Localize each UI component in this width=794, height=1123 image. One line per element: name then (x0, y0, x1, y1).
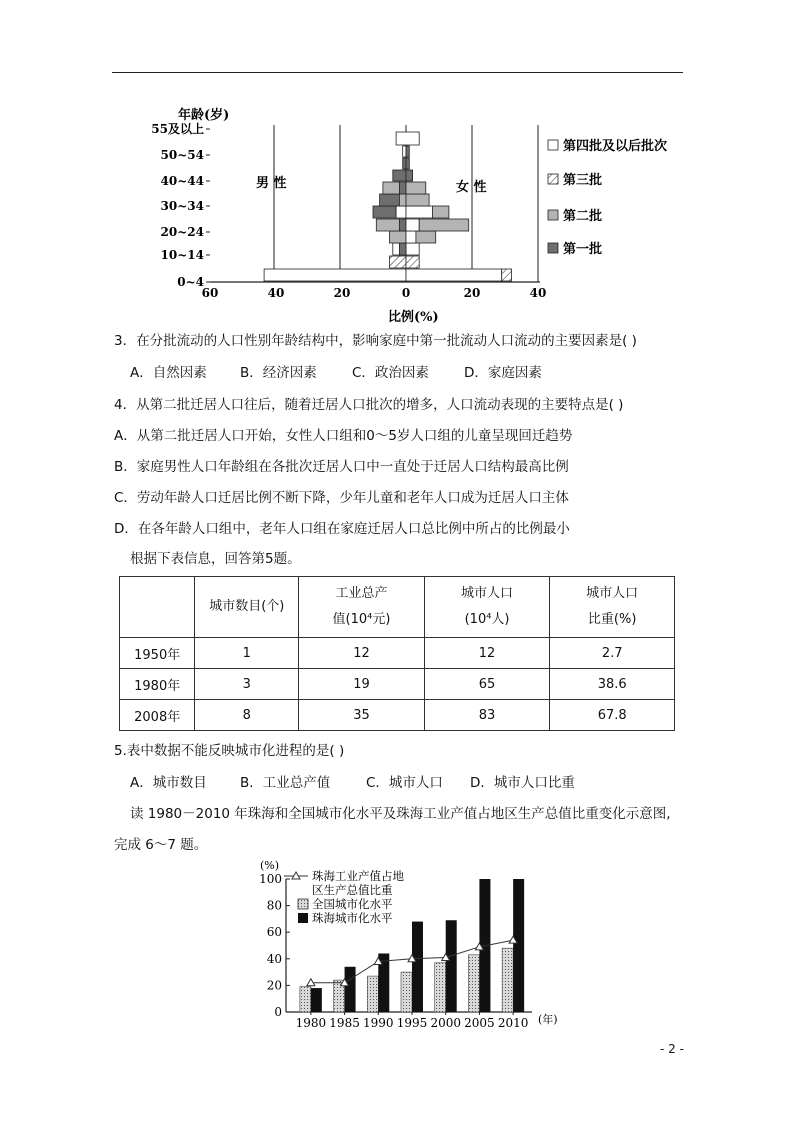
pyramid-bar (396, 206, 406, 218)
table-row (120, 700, 675, 731)
combo-x-tick-label: 1980 (295, 1016, 327, 1030)
pyramid-bar (399, 182, 406, 194)
combo-x-tick-label: 2000 (430, 1016, 461, 1030)
question-5-option-d: D．城市人口比重 (470, 775, 575, 791)
combo-legend (284, 869, 404, 925)
table-cell: 1950年 (120, 638, 195, 669)
pyramid-bar (399, 243, 406, 255)
pyramid-y-tick-label: 55及以上 (151, 122, 204, 136)
table-header-urban-population: 城市人口 (10⁴人) (424, 577, 550, 638)
pyramid-bar (264, 269, 406, 281)
pyramid-legend-label: 第三批 (563, 173, 603, 188)
pyramid-bar (419, 219, 469, 231)
legend-line-label-1: 珠海工业产值占地 (312, 869, 404, 883)
table-row (120, 669, 675, 700)
question-5-stem: 5.表中数据不能反映城市化进程的是( ) (114, 743, 345, 759)
legend-gray-swatch (298, 899, 308, 909)
pyramid-y-tick-label: 30~34 (160, 199, 204, 213)
pyramid-bar (403, 146, 406, 157)
combo-x-tick-label: 2005 (464, 1016, 495, 1030)
pyramid-legend-label: 第四批及以后批次 (563, 139, 668, 154)
city-data-table (119, 576, 675, 731)
urbanization-combo-chart (250, 855, 570, 1035)
table-cell: 12 (424, 638, 550, 669)
read-intro-line-1: 读 1980－2010 年珠海和全国城市化水平及珠海工业产值占地区生产总值比重变化示意图, (130, 806, 671, 822)
table-header-row (120, 577, 675, 638)
pyramid-bar (416, 231, 436, 243)
combo-x-tick-label: 2010 (497, 1016, 529, 1030)
table-cell: 2.7 (550, 638, 675, 669)
table-cell: 65 (424, 669, 550, 700)
header-rule (112, 72, 683, 73)
combo-y-tick-label: 0 (274, 1005, 282, 1019)
question-3-option-c: C．政治因素 (352, 365, 429, 381)
question-4-option-c: C．劳动年龄人口迁居比例不断下降，少年儿童和老年人口成为迁居人口主体 (114, 490, 569, 506)
question-3-stem: 3．在分批流动的人口性别年龄结构中，影响家庭中第一批流动人口流动的主要因素是( ) (114, 333, 637, 349)
pyramid-x-tick-label: 20 (463, 286, 481, 300)
pyramid-bar (406, 182, 426, 194)
pyramid-bar (406, 158, 409, 169)
pyramid-bar (380, 194, 400, 206)
combo-x-unit: (年) (538, 1013, 558, 1026)
combo-x-tick-label: 1995 (396, 1016, 428, 1030)
pyramid-bar (432, 206, 449, 218)
table-intro: 根据下表信息，回答第5题。 (130, 551, 301, 567)
pyramid-y-tick-label: 50~54 (160, 148, 204, 162)
combo-y-tick-label: 20 (266, 978, 282, 993)
pyramid-x-tick-label: 20 (333, 286, 351, 300)
pyramid-bar (406, 170, 413, 181)
question-5-option-c: C．城市人口 (366, 775, 443, 791)
table-row (120, 638, 675, 669)
pyramid-x-tick-label: 0 (401, 286, 411, 300)
table-cell: 8 (195, 700, 299, 731)
pyramid-legend-swatch (548, 140, 558, 150)
combo-y-tick-label: 60 (266, 925, 282, 940)
pyramid-bar (406, 243, 419, 255)
gray-bar (502, 948, 513, 1012)
gray-bar (300, 987, 311, 1012)
pyramid-bar (403, 158, 406, 169)
pyramid-legend-swatch (548, 174, 558, 184)
pyramid-y-axis-title: 年龄(岁) (178, 108, 230, 123)
gray-bar (435, 963, 446, 1012)
black-bar (311, 988, 322, 1012)
pyramid-legend-swatch (548, 243, 558, 253)
table-cell: 35 (299, 700, 425, 731)
question-4-option-b: B．家庭男性人口年龄组在各批次迁居人口中一直处于迁居人口结构最高比例 (114, 459, 569, 475)
pyramid-bar (406, 146, 409, 157)
pyramid-y-tick-label: 0~4 (177, 275, 204, 289)
combo-y-tick-label: 100 (259, 872, 282, 886)
combo-x-tick-label: 1985 (329, 1016, 360, 1030)
table-cell: 38.6 (550, 669, 675, 700)
gray-bar (401, 972, 412, 1012)
pyramid-legend-label: 第一批 (563, 242, 603, 257)
pyramid-bar (390, 231, 407, 243)
table-header-industrial-output: 工业总产 值(10⁴元) (299, 577, 425, 638)
pyramid-bar (406, 256, 419, 268)
table-cell: 19 (299, 669, 425, 700)
pyramid-bar (383, 182, 400, 194)
pyramid-legend-label: 第二批 (563, 209, 603, 224)
pyramid-bar (399, 194, 406, 206)
black-bar (345, 967, 356, 1012)
black-bar (412, 922, 423, 1012)
pyramid-y-tick-label: 10~14 (160, 248, 204, 262)
pyramid-x-tick-label: 60 (201, 286, 219, 300)
combo-x-tick-label: 1990 (363, 1016, 394, 1030)
pyramid-bar (406, 206, 432, 218)
pyramid-bar (406, 269, 502, 281)
pyramid-bar (393, 170, 406, 181)
question-3-option-d: D．家庭因素 (464, 365, 542, 381)
table-cell: 1980年 (120, 669, 195, 700)
population-pyramid-chart (150, 95, 710, 325)
pyramid-bar (406, 231, 416, 243)
pyramid-bar (406, 194, 429, 206)
combo-y-tick-label: 80 (266, 898, 282, 913)
table-cell: 3 (195, 669, 299, 700)
pyramid-legend-swatch (548, 210, 558, 220)
question-4-option-a: A．从第二批迁居人口开始，女性人口组和0～5岁人口组的儿童呈现回迁趋势 (114, 428, 573, 444)
pyramid-bar (376, 219, 399, 231)
read-intro-line-2: 完成 6～7 题。 (114, 837, 208, 853)
pyramid-female-label: 女 性 (456, 180, 487, 195)
question-3-option-b: B．经济因素 (240, 365, 317, 381)
gray-bar (468, 955, 479, 1012)
legend-black-swatch (298, 913, 308, 923)
pyramid-bar (373, 206, 396, 218)
pyramid-bar (399, 219, 406, 231)
question-5-option-b: B．工业总产值 (240, 775, 331, 791)
industry-share-point (307, 979, 315, 986)
table-cell: 2008年 (120, 700, 195, 731)
combo-y-unit: (%) (260, 859, 280, 872)
legend-gray-label: 全国城市化水平 (312, 897, 393, 911)
legend-black-label: 珠海城市化水平 (312, 911, 393, 925)
table-cell: 67.8 (550, 700, 675, 731)
question-3-option-a: A．自然因素 (130, 365, 207, 381)
table-cell: 12 (299, 638, 425, 669)
pyramid-bar (406, 219, 419, 231)
pyramid-bar (502, 269, 512, 281)
page-number: - 2 - (660, 1042, 684, 1056)
question-5-option-a: A．城市数目 (130, 775, 207, 791)
pyramid-x-tick-label: 40 (529, 286, 547, 300)
table-header-city-count: 城市数目(个) (195, 577, 299, 638)
pyramid-male-label: 男 性 (256, 176, 287, 191)
pyramid-x-axis-title: 比例(%) (388, 310, 439, 325)
table-header-empty (120, 577, 195, 638)
combo-y-tick-label: 40 (266, 951, 282, 966)
legend-line-label-2: 区生产总值比重 (312, 883, 393, 897)
question-4-stem: 4．从第二批迁居人口往后，随着迁居人口批次的增多，人口流动表现的主要特点是( ) (114, 397, 624, 413)
table-header-urban-ratio: 城市人口 比重(%) (550, 577, 675, 638)
gray-bar (367, 976, 378, 1012)
pyramid-bar (396, 132, 419, 145)
table-cell: 1 (195, 638, 299, 669)
question-4-option-d: D．在各年龄人口组中，老年人口组在家庭迁居人口总比例中所占的比例最小 (114, 521, 570, 537)
black-bar (446, 920, 457, 1012)
table-cell: 83 (424, 700, 550, 731)
pyramid-bar (390, 256, 407, 268)
pyramid-x-tick-label: 40 (267, 286, 285, 300)
pyramid-y-tick-label: 20~24 (160, 225, 204, 239)
pyramid-y-tick-label: 40~44 (160, 174, 204, 188)
black-bar (513, 879, 524, 1012)
